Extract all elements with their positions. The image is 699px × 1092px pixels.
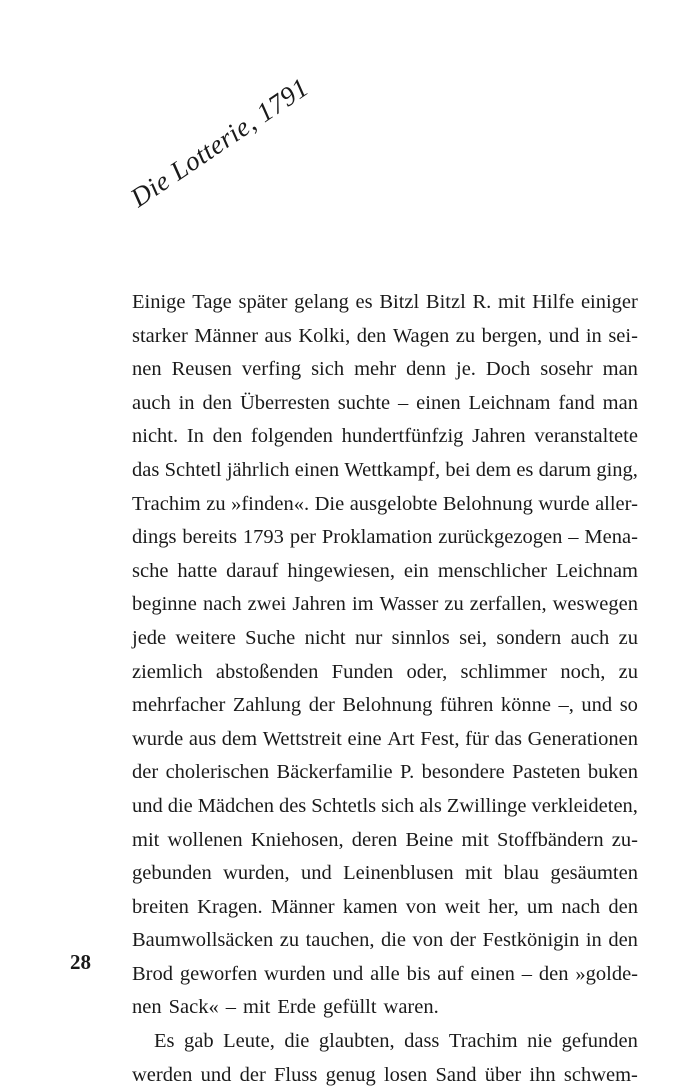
text-line: nicht. In den folgenden hundertfünfzig Jahren veranstaltete xyxy=(132,425,638,448)
text-line: das Schtetl jährlich einen Wettkampf, bei dem es darum ging, xyxy=(132,458,638,481)
text-line: starker Männer aus Kolki, den Wagen zu bergen, und in sei- xyxy=(132,324,638,347)
text-line: ziemlich abstoßenden Funden oder, schlimmer noch, zu xyxy=(132,660,638,683)
text-line: mit wollenen Kniehosen, deren Beine mit Stoffbändern zu- xyxy=(132,828,638,851)
chapter-title: Die Lotterie, 1791 xyxy=(125,71,314,213)
text-line: beginne nach zwei Jahren im Wasser zu zerfallen, weswegen xyxy=(132,593,638,616)
text-line: jede weitere Suche nicht nur sinnlos sei, sondern auch zu xyxy=(132,626,638,649)
page-number: 28 xyxy=(70,950,91,974)
text-line: Es gab Leute, die glaubten, dass Trachim nie gefunden xyxy=(154,1030,638,1053)
text-line: Baumwollsäcken zu tauchen, die von der Festkönigin in den xyxy=(132,929,638,952)
text-line: werden und der Fluss genug losen Sand über ihn schwem- xyxy=(132,1063,638,1086)
text-line: Trachim zu »finden«. Die ausgelobte Belohnung wurde aller- xyxy=(132,492,638,515)
text-line: und die Mädchen des Schtetls sich als Zwillinge verkleideten, xyxy=(132,794,638,817)
text-line: mehrfacher Zahlung der Belohnung führen könne –, und so xyxy=(132,694,638,717)
text-line: auch in den Überresten suchte – einen Leichnam fand man xyxy=(132,391,638,414)
text-line: nen Reusen verfing sich mehr denn je. Doch sosehr man xyxy=(132,358,638,381)
text-line: Brod geworfen wurden und alle bis auf einen – den »golde- xyxy=(132,962,638,985)
text-line: sche hatte darauf hingewiesen, ein menschlicher Leichnam xyxy=(132,559,638,582)
text-line: wurde aus dem Wettstreit eine Art Fest, für das Generationen xyxy=(132,727,638,750)
body-text xyxy=(132,286,638,1092)
text-line: nen Sack« – mit Erde gefüllt waren. xyxy=(132,996,439,1019)
text-line: Einige Tage später gelang es Bitzl Bitzl R. mit Hilfe einiger xyxy=(132,291,638,313)
text-line: breiten Kragen. Männer kamen von weit her, um nach den xyxy=(132,895,638,918)
text-line: der cholerischen Bäckerfamilie P. besondere Pasteten buken xyxy=(132,761,638,784)
text-line: gebunden wurden, und Leinenblusen mit blau gesäumten xyxy=(132,862,638,885)
text-line: dings bereits 1793 per Proklamation zurückgezogen – Mena- xyxy=(132,526,638,549)
